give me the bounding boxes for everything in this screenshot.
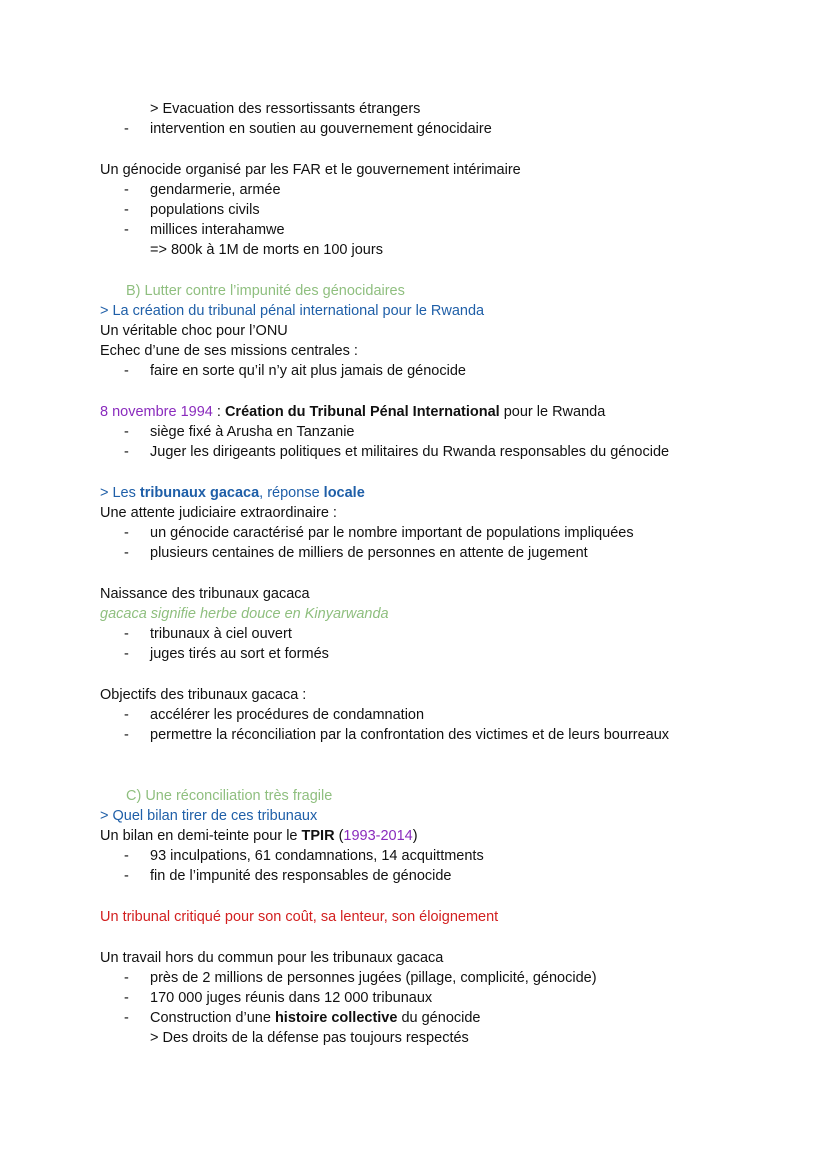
bullet-dash: - [124, 727, 129, 743]
list-item: populations civils [150, 202, 260, 218]
paragraph-bilan: Un bilan en demi-teinte pour le TPIR (1993-2014) [100, 828, 418, 844]
list-item: gendarmerie, armée [150, 182, 281, 198]
paragraph-travail: Un travail hors du commun pour les tribunaux gacaca [100, 950, 444, 966]
bullet-dash: - [124, 424, 129, 440]
bullet-dash: - [124, 182, 129, 198]
bullet-dash: - [124, 363, 129, 379]
years-label: 1993-2014 [343, 828, 413, 844]
bullet-dash: - [124, 545, 129, 561]
list-item: un génocide caractérisé par le nombre important de populations impliquées [150, 525, 634, 541]
bullet-dash: - [124, 121, 129, 137]
subheading-tpi: > La création du tribunal pénal international pour le Rwanda [100, 303, 485, 319]
paragraph-naissance: Naissance des tribunaux gacaca [100, 586, 310, 602]
creation-bold: Création du Tribunal Pénal International [224, 404, 500, 420]
subheading-bilan: > Quel bilan tirer de ces tribunaux [100, 808, 318, 824]
list-item: près de 2 millions de personnes jugées (pillage, complicité, génocide) [150, 970, 597, 986]
list-item: accélérer les procédures de condamnation [150, 707, 425, 723]
list-item: fin de l’impunité des responsables de génocide [150, 868, 452, 884]
section-c-heading: C) Une réconciliation très fragile [126, 788, 333, 804]
list-item: siège fixé à Arusha en Tanzanie [150, 424, 355, 440]
paragraph-echec: Echec d’une de ses missions centrales : [100, 343, 358, 359]
list-item: permettre la réconciliation par la confrontation des victimes et de leurs bourreaux [150, 727, 670, 743]
bullet-dash: - [124, 1010, 129, 1026]
droits-note: > Des droits de la défense pas toujours respectés [150, 1030, 469, 1046]
section-b-heading: B) Lutter contre l’impunité des génocidaires [126, 283, 405, 299]
bullet-dash: - [124, 990, 129, 1006]
list-item: Construction d’une histoire collective du génocide [150, 1010, 481, 1026]
bullet-dash: - [124, 444, 129, 460]
bullet-dash: - [124, 646, 129, 662]
bullet-dash: - [124, 525, 129, 541]
gacaca-definition: gacaca signifie herbe douce en Kinyarwanda [100, 606, 389, 622]
list-item: faire en sorte qu’il n’y ait plus jamais de génocide [150, 363, 466, 379]
list-item: 93 inculpations, 61 condamnations, 14 acquittments [150, 848, 484, 864]
list-item: intervention en soutien au gouvernement génocidaire [150, 121, 492, 137]
list-item: millices interahamwe [150, 222, 285, 238]
bullet-dash: - [124, 222, 129, 238]
subheading-gacaca: > Les tribunaux gacaca, réponse locale [100, 485, 365, 501]
paragraph-creation-tpi: 8 novembre 1994 : Création du Tribunal Pénal International pour le Rwanda [100, 404, 606, 420]
bullet-dash: - [124, 868, 129, 884]
bullet-dash: - [124, 202, 129, 218]
paragraph-objectifs: Objectifs des tribunaux gacaca : [100, 687, 307, 703]
bullet-dash: - [124, 970, 129, 986]
paragraph-critique: Un tribunal critiqué pour son coût, sa lenteur, son éloignement [100, 909, 499, 925]
bullet-dash: - [124, 707, 129, 723]
bullet-dash: - [124, 626, 129, 642]
list-item: plusieurs centaines de milliers de personnes en attente de jugement [150, 545, 588, 561]
paragraph-genocide-organise: Un génocide organisé par les FAR et le gouvernement intérimaire [100, 162, 521, 178]
date-label: 8 novembre 1994 [100, 404, 213, 420]
list-item: Juger les dirigeants politiques et militaires du Rwanda responsables du génocide [150, 444, 670, 460]
paragraph-attente: Une attente judiciaire extraordinaire : [100, 505, 337, 521]
paragraph-choc: Un véritable choc pour l’ONU [100, 323, 288, 339]
bullet-dash: - [124, 848, 129, 864]
list-item: tribunaux à ciel ouvert [150, 626, 292, 642]
list-item: juges tirés au sort et formés [150, 646, 329, 662]
death-toll: => 800k à 1M de morts en 100 jours [150, 242, 383, 258]
list-item: 170 000 juges réunis dans 12 000 tribunaux [150, 990, 433, 1006]
evacuation-note: > Evacuation des ressortissants étrangers [150, 101, 421, 117]
